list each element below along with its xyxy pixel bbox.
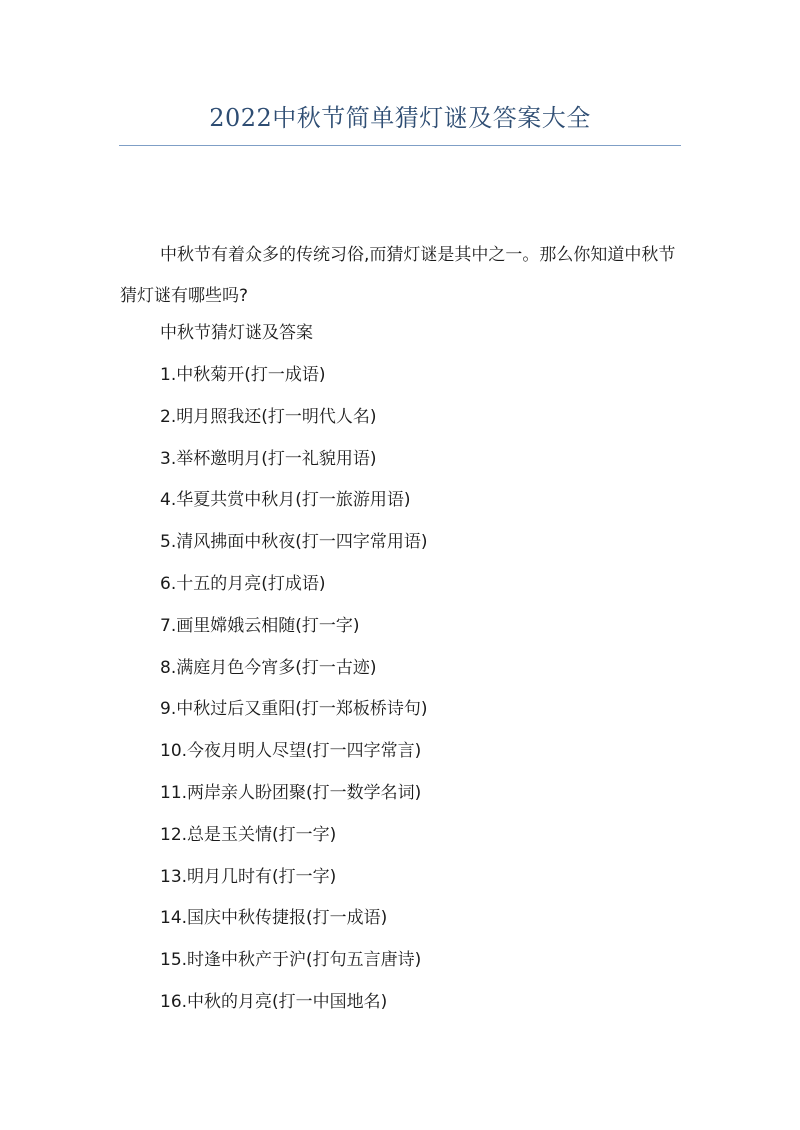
title-divider (119, 145, 681, 146)
riddle-item: 16.中秋的月亮(打一中国地名) (160, 991, 388, 1012)
riddle-item: 6.十五的月亮(打成语) (160, 573, 326, 594)
riddle-list (160, 360, 427, 1029)
riddle-item: 8.满庭月色今宵多(打一古迹) (160, 657, 377, 678)
riddle-item: 3.举杯邀明月(打一礼貌用语) (160, 448, 377, 469)
riddle-item: 7.画里嫦娥云相随(打一字) (160, 615, 360, 636)
riddle-item: 9.中秋过后又重阳(打一郑板桥诗句) (160, 699, 428, 720)
intro-paragraph: 中秋节有着众多的传统习俗,而猜灯谜是其中之一。那么你知道中秋节猜灯谜有哪些吗? (120, 245, 676, 306)
riddle-item: 13.明月几时有(打一字) (160, 866, 337, 887)
riddle-item: 5.清风拂面中秋夜(打一四字常用语) (160, 532, 428, 553)
section-heading: 中秋节猜灯谜及答案 (160, 323, 313, 343)
riddle-item: 2.明月照我还(打一明代人名) (160, 406, 377, 427)
riddle-item: 12.总是玉关情(打一字) (160, 824, 337, 845)
riddle-item: 11.两岸亲人盼团聚(打一数学名词) (160, 782, 422, 803)
riddle-item: 1.中秋菊开(打一成语) (160, 365, 326, 385)
riddle-item: 14.国庆中秋传捷报(打一成语) (160, 908, 388, 929)
riddle-item: 15.时逢中秋产于沪(打句五言唐诗) (160, 950, 422, 971)
riddle-item: 10.今夜月明人尽望(打一四字常言) (160, 741, 422, 762)
document-title: 2022中秋节简单猜灯谜及答案大全 (209, 104, 591, 132)
riddle-item: 4.华夏共赏中秋月(打一旅游用语) (160, 490, 411, 511)
